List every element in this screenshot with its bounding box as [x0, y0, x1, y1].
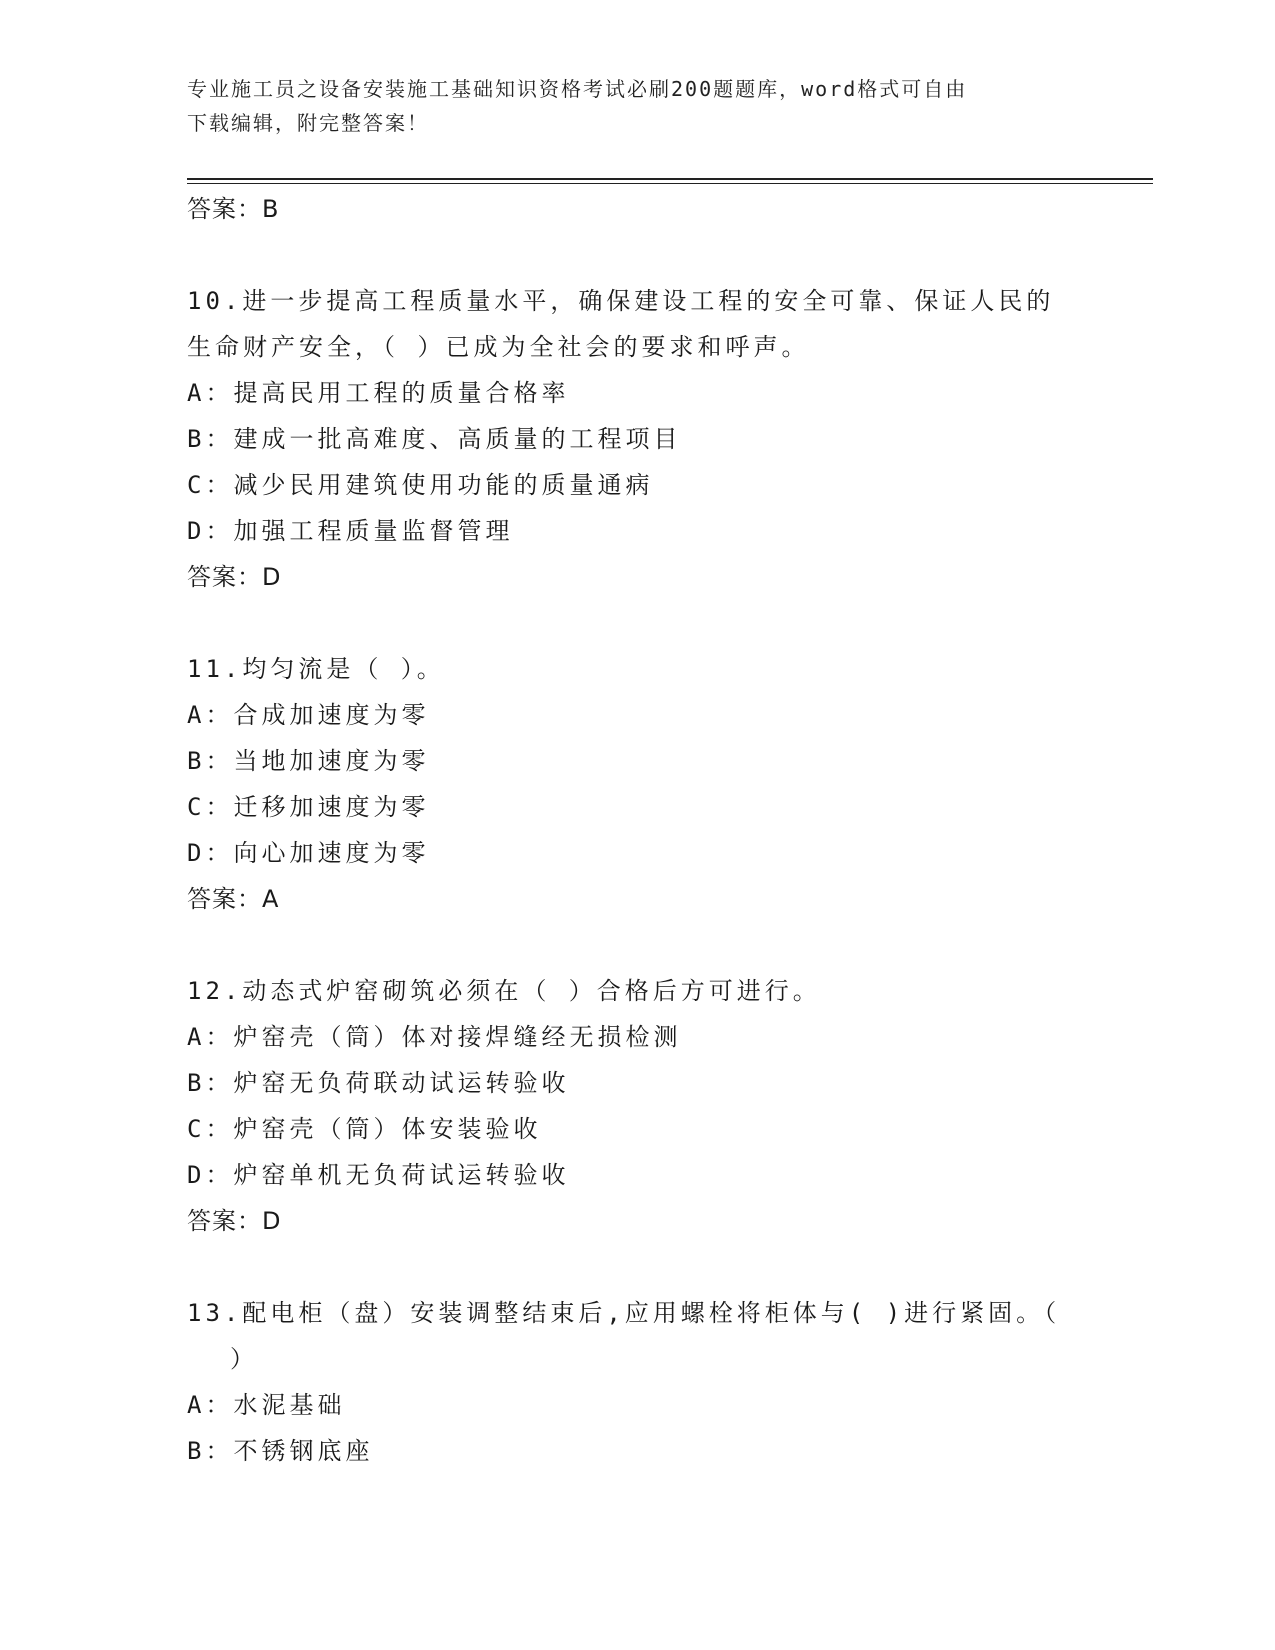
- question-11: [187, 646, 1087, 922]
- page-header: [187, 72, 1067, 140]
- q12-stem-line-1: 12.动态式炉窑砌筑必须在（ ）合格后方可进行。: [187, 977, 821, 1005]
- q11-option-d: D：向心加速度为零: [187, 839, 430, 867]
- header-line-2: 下载编辑，附完整答案！: [187, 111, 429, 135]
- q11-answer: 答案：A: [187, 885, 280, 913]
- spacer: [187, 922, 1087, 968]
- q13-stem-line-2: ）: [230, 1345, 258, 1373]
- spacer: [187, 600, 1087, 646]
- q10-option-c: C：减少民用建筑使用功能的质量通病: [187, 471, 654, 499]
- q10-option-a: A：提高民用工程的质量合格率: [187, 379, 570, 407]
- q12-answer: 答案：D: [187, 1207, 282, 1235]
- header-line-1: 专业施工员之设备安装施工基础知识资格考试必刷200题题库，word格式可自由: [187, 77, 968, 101]
- q9-answer: 答案：B: [187, 195, 280, 223]
- question-12: [187, 968, 1087, 1244]
- header-rule-thin: [187, 183, 1153, 184]
- q11-option-a: A：合成加速度为零: [187, 701, 430, 729]
- q10-answer: 答案：D: [187, 563, 282, 591]
- q13-stem-line-1: 13.配电柜（盘）安装调整结束后,应用螺栓将柜体与( )进行紧固。（: [187, 1299, 1061, 1327]
- q10-option-d: D：加强工程质量监督管理: [187, 517, 514, 545]
- q11-option-b: B：当地加速度为零: [187, 747, 430, 775]
- q10-stem-line-1: 10.进一步提高工程质量水平，确保建设工程的安全可靠、保证人民的: [187, 287, 1055, 315]
- question-13: [187, 1290, 1087, 1474]
- q12-option-d: D：炉窑单机无负荷试运转验收: [187, 1161, 570, 1189]
- q11-option-c: C：迁移加速度为零: [187, 793, 430, 821]
- q12-option-b: B：炉窑无负荷联动试运转验收: [187, 1069, 570, 1097]
- q12-option-a: A：炉窑壳（筒）体对接焊缝经无损检测: [187, 1023, 682, 1051]
- q12-option-c: C：炉窑壳（筒）体安装验收: [187, 1115, 542, 1143]
- q13-option-a: A：水泥基础: [187, 1391, 346, 1419]
- header-rule-thick: [187, 178, 1153, 180]
- q11-stem-line-1: 11.均匀流是（ ）。: [187, 655, 445, 683]
- spacer: [187, 232, 1087, 278]
- q10-stem-line-2: 生命财产安全，（ ）已成为全社会的要求和呼声。: [187, 333, 810, 361]
- q10-option-b: B：建成一批高难度、高质量的工程项目: [187, 425, 682, 453]
- question-10: [187, 278, 1087, 600]
- q13-option-b: B：不锈钢底座: [187, 1437, 374, 1465]
- question-list: [187, 186, 1087, 1474]
- spacer: [187, 1244, 1087, 1290]
